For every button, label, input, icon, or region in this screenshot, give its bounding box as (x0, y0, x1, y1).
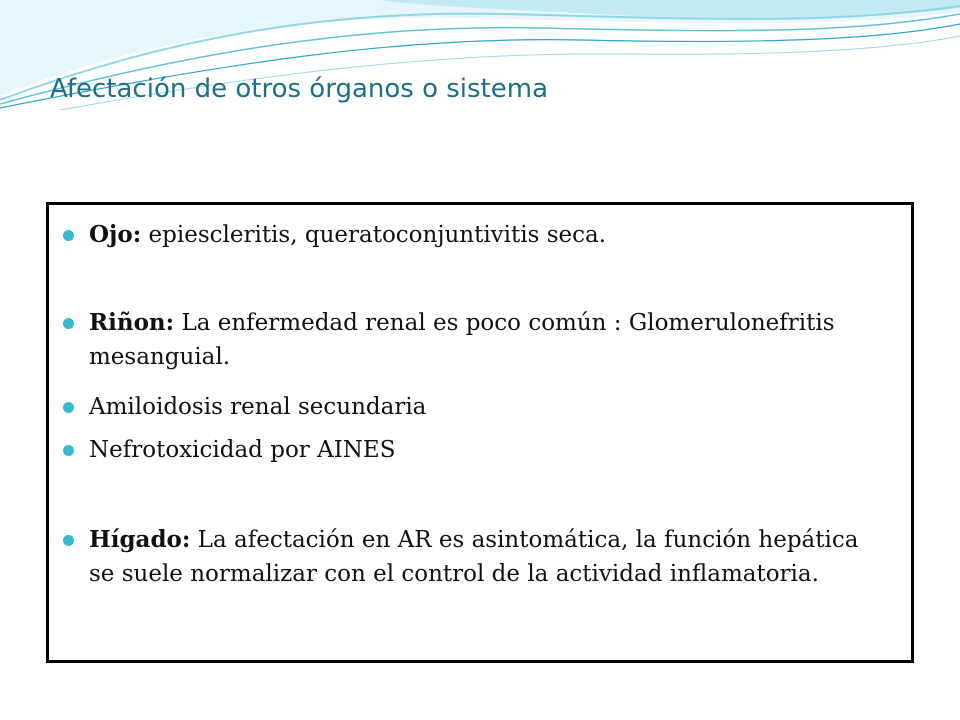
bullet-list (49, 205, 911, 660)
bullet-text: La enfermedad renal es poco común : Glomerulonefritis mesanguial. (89, 310, 835, 370)
bullet-text: Amiloidosis renal secundaria (89, 394, 427, 420)
bullet-item-amiloidosis (89, 390, 889, 424)
bullet-text: epiescleritis, queratoconjuntivitis seca. (141, 222, 607, 248)
bullet-item-rinon (89, 306, 889, 374)
bullet-text: La afectación en AR es asintomática, la función hepática se suele normalizar con el control de la actividad inflamatoria. (89, 527, 859, 587)
bullet-term: Hígado: (89, 526, 191, 553)
bullet-item-ojo (89, 218, 889, 252)
bullet-text: Nefrotoxicidad por AINES (89, 437, 396, 463)
bullet-term: Riñon: (89, 309, 175, 336)
bullet-term: Ojo: (89, 221, 142, 248)
bullet-item-higado (89, 523, 889, 591)
content-box (46, 202, 914, 663)
bullet-item-nefrotoxicidad (89, 433, 889, 467)
slide-title: Afectación de otros órganos o sistema (50, 74, 549, 104)
